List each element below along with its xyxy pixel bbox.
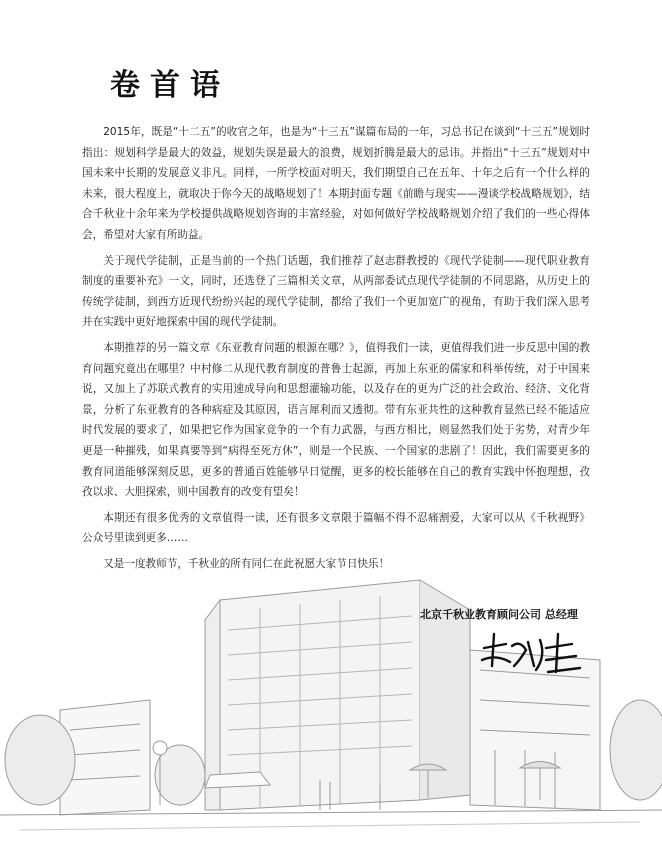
paragraph: 2015年，既是“十二五”的收官之年，也是为“十三五”谋篇布局的一年，习总书记在谈到“十三五”规划时指出：规划科学是最大的效益，规划失误是最大的浪费，规划折腾是最大的忌讳。并指出“十三五”规划对中国未来中长期的发展意义非凡。同样，一所学校面对明天，我们期望自己在五年、十年之后有一个什么样的未来，很大程度上，就取决于你今天的战略规划了！本期封面专题《前瞻与现实——漫谈学校战略规划》，结合千秋业十余年来为学校提供战略规划咨询的丰富经验，对如何做好学校战略规划介绍了我们的一些心得体会，希望对大家有所助益。 [82,126,590,241]
paragraph: 本期还有很多优秀的文章值得一读，还有很多文章限于篇幅不得不忍痛割爱，大家可以从《千秋视野》公众号里读到更多…… [82,511,590,545]
paragraph: 本期推荐的另一篇文章《东亚教育问题的根源在哪？》，值得我们一读，更值得我们进一步反思中国的教育问题究竟出在哪里？中村修二从现代教育制度的普鲁士起源，再加上东亚的儒家和科举传统，对于中国来说，又加上了苏联式教育的实用速成导向和思想灌输功能，以及存在的更为广泛的社会政治、经济、文化背景，分析了东亚教育的各种病症及其原因，语言犀利而又透彻。带有东亚共性的这种教育显然已经不能适应时代发展的要求了，如果把它作为国家竞争的一个有力武器，与西方相比，则显然我们处于劣势，对青少年更是一种摧残，如果真要等到“病得至死方休”，则是一个民族、一个国家的悲剧了！因此，我们需要更多的教育同道能够深刻反思，更多的普通百姓能够早日觉醒，更多的校长能够在自己的教育实践中怀抱理想，孜孜以求、大胆探索，则中国教育的改变有望矣！ [82,341,590,499]
article-body [82,122,590,579]
page-title: 卷首语 [110,68,230,103]
paragraph: 又是一度教师节，千秋业的所有同仁在此祝愿大家节日快乐！ [103,557,390,570]
signer-title: 北京千秋业教育顾问公司 总经理 [420,608,578,621]
paragraph: 关于现代学徒制，正是当前的一个热门话题，我们推荐了赵志群教授的《现代学徒制——现代职业教育制度的重要补充》一文，同时，还选登了三篇相关文章，从两部委试点现代学徒制的不同思路，从历史上的传统学徒制，到西方近现代纷纷兴起的现代学徒制，都给了我们一个更加宽广的视角，有助于我们深入思考并在实践中更好地探索中国的现代学徒制。 [82,254,590,329]
street-scene-illustration [0,560,662,852]
handwritten-signature [476,626,586,686]
